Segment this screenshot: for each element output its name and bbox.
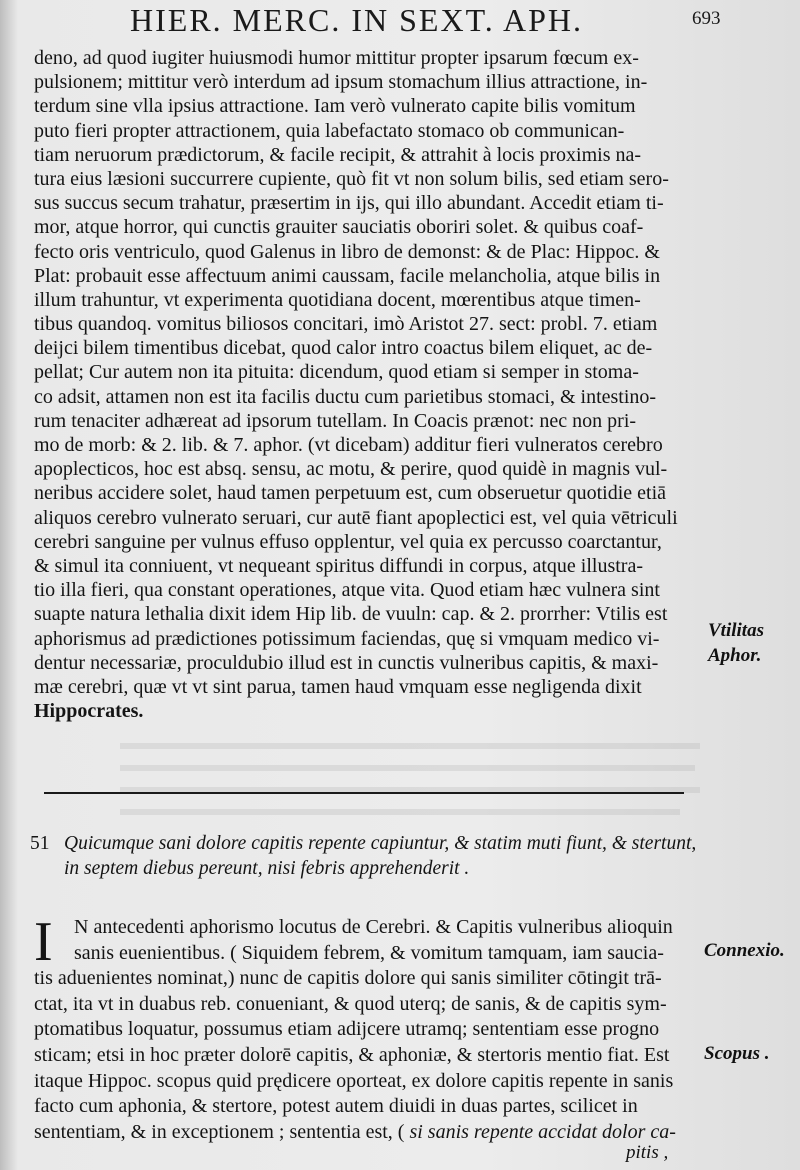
text-line: mo de morb: & 2. lib. & 7. aphor. (vt dicebam) additur fieri vulneratos cerebro xyxy=(34,434,663,456)
text-line-closing: Hippocrates. xyxy=(34,700,144,723)
text-line: sus succus secum trahatur, præsertim in ijs, qui illo abundant. Accedit etiam ti- xyxy=(34,192,664,215)
text-line: aphorismus ad prædictiones potissimum faciendas, quę si vmquam medico vi- xyxy=(34,627,660,650)
text-line: neribus accidere solet, haud tamen perpetuum est, cum obseruetur quotidie etiā xyxy=(34,482,667,505)
text-line: itaque Hippoc. scopus quid prędicere oporteat, ex dolore capitis repente in sanis xyxy=(34,1069,674,1092)
text-line: sticam; etsi in hoc præter dolorē capitis, & aphoniæ, & stertoris mentio fiat. Est xyxy=(34,1043,670,1066)
text-line: ptomatibus loquatur, possumus etiam adijcere utramq; sententiam esse progno xyxy=(34,1018,660,1041)
text-line: Plat: probauit esse affectuum animi caussam, facile melancholia, atque bilis in xyxy=(34,264,661,287)
text-line: mæ cerebri, quæ vt vt sint parua, tamen haud vmquam esse negligenda dixit xyxy=(34,675,642,698)
page-header xyxy=(0,0,800,40)
drop-cap: I xyxy=(34,911,53,973)
text-line-italic: si sanis repente accidat dolor ca- xyxy=(409,1120,676,1143)
text-line: N antecedenti aphorismo locutus de Cerebri. & Capitis vulneribus alioquin xyxy=(74,916,673,938)
text-line: mor, atque horror, qui cunctis grauiter sauciatis oboriri solet. & quibus coaf- xyxy=(34,216,644,239)
margin-note-connexio: Connexio. xyxy=(704,940,785,961)
text-line-main: sententiam, & in exceptionem ; sententia est, ( xyxy=(34,1120,405,1143)
text-line: terdum sine vlla ipsius attractione. Iam verò vulnerato capite bilis vomitum xyxy=(34,95,636,118)
text-line: dentur necessariæ, proculdubio illud est in cunctis vulneribus capitis, & maxi- xyxy=(34,651,659,674)
commentary-section xyxy=(34,911,694,1145)
text-line: illum trahuntur, vt experimenta quotidiana docent, mœrentibus atque timen- xyxy=(34,288,641,311)
page-number: 693 xyxy=(692,8,721,29)
margin-note-utilitas: Vtilitas xyxy=(708,620,764,641)
text-line: deijci bilem timentibus dicebat, quod calor intro coactus bilem eliquet, ac de- xyxy=(34,337,653,360)
text-line: tura eius læsioni succurrere cupiente, quò fit vt non solum bilis, sed etiam sero- xyxy=(34,167,669,190)
text-line: fecto oris ventriculo, quod Galenus in libro de demonst: & de Plac: Hippoc. & xyxy=(34,240,660,263)
text-line: sanis euenientibus. ( Siquidem febrem, & vomitum tamquam, iam saucia- xyxy=(74,941,664,964)
text-line-last xyxy=(34,1120,694,1146)
commentary-body xyxy=(34,46,686,723)
text-line: deno, ad quod iugiter huiusmodi humor mittitur propter ipsarum fœcum ex- xyxy=(34,47,639,69)
section-rule xyxy=(44,792,684,794)
text-line: tis aduenientes nominat,) nunc de capitis dolore qui sanis similiter cōtingit trā- xyxy=(34,967,662,990)
text-line: ctat, ita vt in duabus reb. conueniant, & quod uterq; de sanis, & de capitis sym- xyxy=(34,992,667,1015)
text-line: tibus quandoq. vomitus biliosos concitari, imò Aristot 27. sect: probl. 7. etiam xyxy=(34,313,658,336)
text-line: apoplecticos, hoc est absq. sensu, ac motu, & perire, quod quidè in magnis vul- xyxy=(34,458,668,481)
text-line: suapte natura lethalia dixit idem Hip lib. de vuuln: cap. & 2. prorrher: Vtilis est xyxy=(34,603,668,626)
text-line: cerebri sanguine per vulnus effuso opplentur, vel quia ex percusso coarctantur, xyxy=(34,530,662,553)
text-line: pellat; Cur autem non ita pituita: dicendum, quod etiam si semper in stoma- xyxy=(34,361,639,384)
text-line: pulsionem; mittitur verò interdum ad ipsum stomachum illius attractione, in- xyxy=(34,71,648,94)
text-line: aliquos cerebro vulnerato seruari, cur autē fiant apoplectici est, vel quia vētriculi xyxy=(34,506,678,529)
text-line: co adsit, attamen non est ita facilis ductu cum parietibus stomaci, & intestino- xyxy=(34,385,657,408)
text-line: puto fieri propter attractionem, quia labefactato stomaco ob communican- xyxy=(34,119,625,142)
aphorism-number: 51 xyxy=(30,833,50,854)
catchword: pitis , xyxy=(626,1142,669,1163)
show-through-texture xyxy=(110,738,710,818)
text-line: facto cum aphonia, & stertore, potest autem diuidi in duas partes, scilicet in xyxy=(34,1095,638,1118)
bleed-through-lines xyxy=(110,738,710,818)
aphorism-line: in septem diebus pereunt, nisi febris apprehenderit . xyxy=(64,858,470,879)
margin-note-scopus: Scopus . xyxy=(704,1043,770,1064)
margin-note-aphor: Aphor. xyxy=(708,645,762,666)
text-line: & simul ita conniuent, vt nequeant spiritus diffundi in corpus, atque illustra- xyxy=(34,554,643,577)
text-line: tiam neruorum prædictorum, & facile recipit, & attrahit à locis proximis na- xyxy=(34,143,642,166)
running-head: HIER. MERC. IN SEXT. APH. xyxy=(130,2,583,38)
text-line: tio illa fieri, qua constant operationes, atque vita. Quod etiam hæc vulnera sint xyxy=(34,579,660,602)
aphorism-line: Quicumque sani dolore capitis repente capiuntur, & statim muti fiunt, & stertunt, xyxy=(64,833,697,854)
text-line: rum tenaciter adhæreat ad ipsorum tutellam. In Coacis prænot: nec non pri- xyxy=(34,409,637,432)
